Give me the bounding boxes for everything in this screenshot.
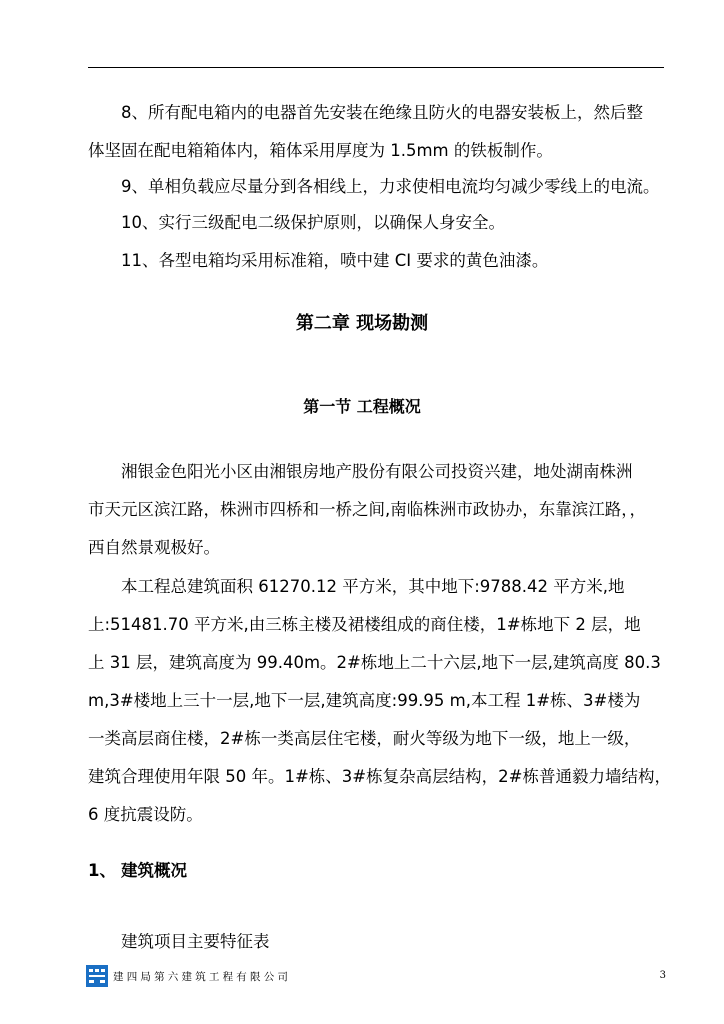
rule-10: 10、实行三级配电二级保护原则，以确保人身安全。 xyxy=(121,213,505,232)
subheading xyxy=(88,857,187,881)
company-logo-icon xyxy=(86,965,108,987)
subheading-text: 建筑概况 xyxy=(121,861,187,880)
rule-11: 11、各型电箱均采用标准箱，喷中建 CI 要求的黄色油漆。 xyxy=(121,251,549,270)
page-number: 3 xyxy=(659,970,666,981)
rule-9: 9、单相负载应尽量分到各相线上，力求使相电流均匀减少零线上的电流。 xyxy=(121,177,660,196)
overview-paragraph: 湘银金色阳光小区由湘银房地产股份有限公司投资兴建，地处湖南株洲 市天元区滨江路，株洲市四桥和一桥之间,南临株洲市政协办，东靠滨江路，， 西自然景观极好。 xyxy=(88,462,646,557)
company-name: 建四局第六建筑工程有限公司 xyxy=(113,971,292,983)
rule-8 xyxy=(88,94,668,170)
section-title: 第一节 工程概况 xyxy=(303,397,421,416)
details-paragraph: 本工程总建筑面积 61270.12 平方米，其中地下:9788.42 平方米,地 上:51481.70 平方米,由三栋主楼及裙楼组成的商住楼，1#栋地下 2 层，地 上 31 层，建筑高度为 99.40m。2#栋地上二十六层,地下一层,建筑高度 80.3 m,3#楼地上三十一层,地下一层,建筑高度:99.95 m,本工程 1#栋、3#楼为 一类高层商住楼，2#栋一类高层住宅楼，耐火等级为地下一级，地上一级， 建筑合理使用年限 50 年。1#栋、3#栋复杂高层结构，2#栋普通毅力墙结构， 6 度抗震设防。 xyxy=(88,577,671,824)
table-caption: 建筑项目主要特征表 xyxy=(121,932,270,951)
chapter-title: 第二章 现场勘测 xyxy=(295,313,429,334)
header-rule xyxy=(88,67,664,68)
subheading-number: 1、 xyxy=(88,861,116,880)
rule-8-line-2: 体坚固在配电箱箱体内，箱体采用厚度为 1.5mm 的铁板制作。 xyxy=(88,141,553,160)
rule-8-line-1: 8、所有配电箱内的电器首先安装在绝缘且防火的电器安装板上，然后整 xyxy=(121,103,643,122)
page-footer xyxy=(86,965,666,989)
